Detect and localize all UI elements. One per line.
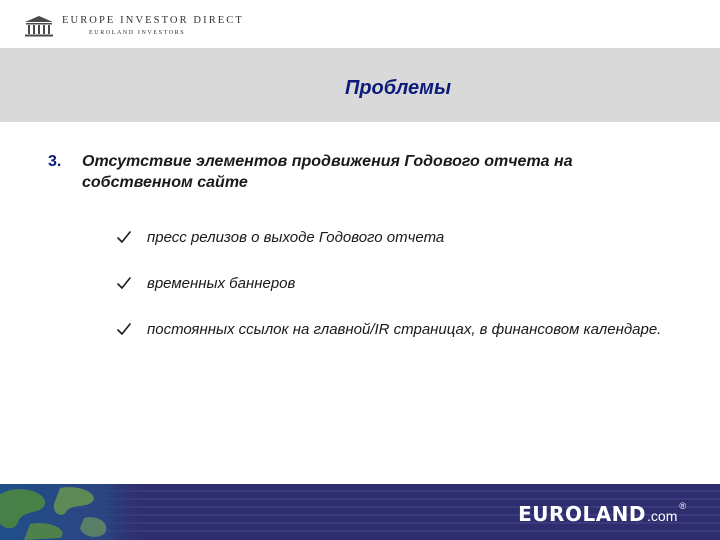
footer-band [0, 484, 720, 540]
brand-name: EUROLAND [518, 502, 647, 526]
registered-mark: ® [679, 501, 686, 511]
list-item-text: постоянных ссылок на главной/IR страницах, в финансовом календаре. [147, 321, 662, 338]
list-item-text: пресс релизов о выходе Годового отчета [147, 229, 445, 246]
header-logo [24, 14, 244, 38]
list-item [116, 228, 696, 247]
list-item [116, 274, 696, 293]
checkmark-icon [116, 230, 132, 244]
logo-line2: EUROLAND INVESTORS [89, 29, 186, 36]
checkmark-icon [116, 322, 132, 336]
list-item [116, 320, 696, 339]
main-point [48, 151, 688, 193]
point-text: Отсутствие элементов продвижения Годового отчета на собственном сайте [82, 153, 573, 191]
logo-text [62, 16, 244, 36]
euroland-brand [518, 502, 686, 526]
checklist [116, 228, 696, 366]
list-item-text: временных баннеров [147, 275, 296, 292]
brand-suffix: .com [647, 508, 678, 524]
checkmark-icon [116, 276, 132, 290]
slide-title: Проблемы [344, 77, 452, 99]
building-columns-icon [24, 15, 54, 37]
point-number: 3. [48, 153, 62, 170]
earth-globe-image [0, 484, 150, 540]
logo-line1: EUROPE INVESTOR DIRECT [62, 15, 244, 27]
